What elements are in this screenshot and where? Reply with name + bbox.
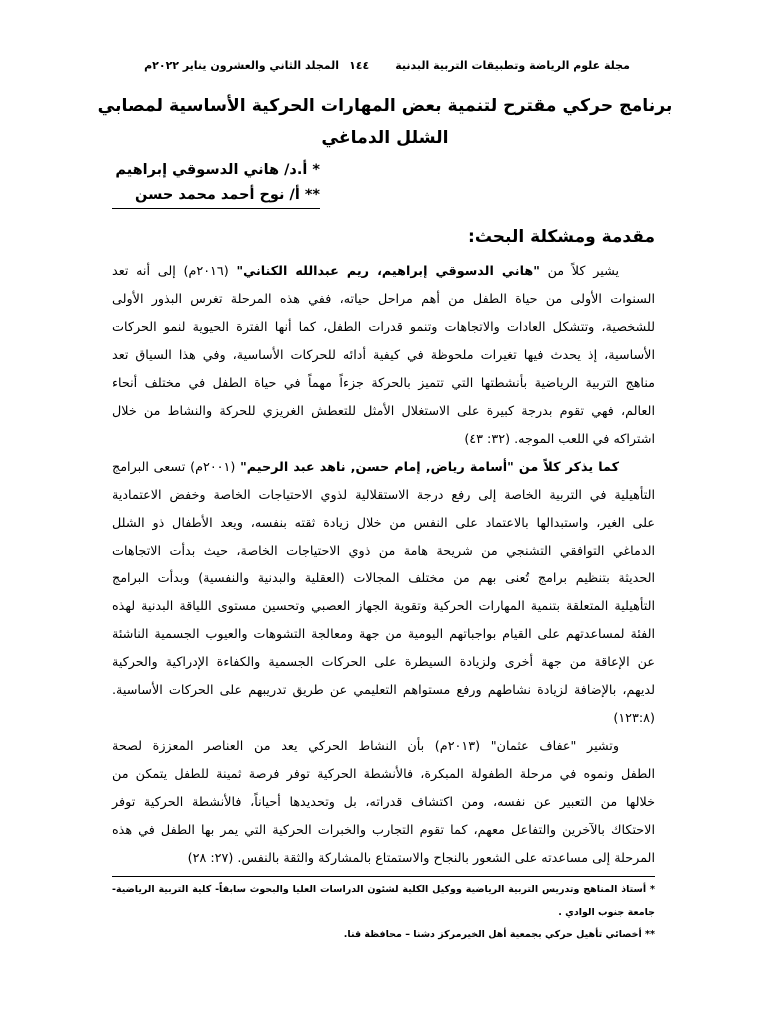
line-text: (٢٠٠١م) تسعى البرامج — [112, 459, 241, 475]
paragraph-line: التأهيلية المتعلقة بتنمية المهارات الحركية وتقوية الجهاز العصبي وتحسين مستوى اللياقة البدنية لهذه — [112, 599, 655, 615]
paragraph-line: السنوات الأولى من حياة الطفل من أهم مراحل حياته، ففي هذه المرحلة تغرس البذور الأولى — [112, 291, 655, 307]
line-text: (٢٠١٦م) إلى أنه تعد — [112, 264, 237, 279]
journal-name: مجلة علوم الرياضة وتطبيقات التربية البدنية — [395, 59, 630, 72]
paragraph-line: الاحتكاك بالآخرين والتفاعل معهم، كما تقوم التجارب والخبرات الحركية التي يمر بها الطفل في هذه — [112, 823, 655, 839]
page-number: ١٤٤ — [349, 59, 370, 72]
paragraph-first-line — [112, 258, 655, 286]
body-text — [112, 258, 655, 873]
author-name: * أ.د/ هاني الدسوقي إبراهيم — [115, 162, 320, 178]
paragraph — [112, 733, 655, 873]
footnote-line: * أستاذ المناهج وتدريس التربية الرياضية ووكيل الكلية لشئون الدراسات العليا والبحوث سابقاً- كلية التربية الرياضية- — [112, 884, 655, 895]
paragraph-line: المرحلة إلى مساعدته على الشعور بالنجاح والاستمتاع بالمشاركة والثقة بالنفس. (٢٧: ٢٨) — [187, 851, 655, 867]
footnote-line: ** أخصائي تأهيل حركي بجمعية أهل الخيرمركز دشنا – محافظة قنا. — [343, 929, 655, 940]
issue-info: المجلد الثاني والعشرون يناير ٢٠٢٢م — [144, 59, 340, 72]
paragraph-line: الحديثة بتنظيم برامج تُعنى بهم من مختلف المجالات (العقلية والبدنية والنفسية) وبدأت البرامج — [112, 571, 655, 587]
paragraph-line: التأهيلية في التربية الخاصة إلى رفع درجة الاستقلالية لذوي الاحتياجات الخاصة وخفض الاعتمادية — [112, 487, 655, 503]
paragraph-line: الطفل ونموه في مرحلة الطفولة المبكرة، فالأنشطة الحركية توفر فرصة ثمينة للطفل يتمكن من — [112, 767, 655, 783]
paragraph-line: الفئة لمساعدتهم على القيام بواجباتهم اليومية من جهة ومعالجة التشوهات والعيوب الجسمية الناشئة — [112, 627, 655, 643]
paragraph — [112, 454, 655, 734]
footnotes — [112, 879, 655, 947]
footnote-separator — [112, 876, 655, 877]
paragraph-line: خلالها من التعبير عن نفسه، ومن اكتشاف قدراته، بل وتحديدها أحياناً، فالأنشطة الحركية توفر — [112, 795, 655, 811]
paragraph-line: (١٢٣:٨) — [613, 711, 655, 727]
line-text: يشير كلاً من — [539, 264, 619, 279]
paragraph-line: العالم، فهي تقوم بدرجة كبيرة على الاستغلال الأمثل للتعطش الغريزي للحركة والنشاط من خلال — [112, 403, 655, 419]
paragraph-line: اشتراكه في اللعب الموجه. (٣٢: ٤٣) — [464, 431, 655, 447]
running-header — [140, 58, 634, 74]
paragraph-line: للشخصية، وتتشكل العادات والاتجاهات وتنمو قدرات الطفل، كما أنها الفترة الحيوية لنمو الحركات — [112, 319, 655, 335]
paper-title — [95, 90, 675, 154]
paragraph-line: الأساسية، إذ يحدث فيها تغيرات ملحوظة في كيفية أدائه للحركات الأساسية، وفي هذا السياق تعد — [112, 347, 655, 363]
paragraph-line: عن الإعاقة من جهة أخرى ولزيادة السيطرة على الحركات الجسمية والكفاءة الإدراكية والحركية — [112, 655, 655, 671]
paragraph-line: على الغير، واستبدالها بالاعتماد على النفس من خلال زيادة ثقته بنفسه، ويعد الأطفال ذو الشلل — [112, 515, 655, 531]
footnote-line: جامعة جنوب الوادي . — [558, 906, 655, 918]
cited-authors: كما يذكر كلاً من "أسامة رياض, إمام حسن, ناهد عبد الرحيم" — [240, 459, 619, 475]
title-line: برنامج حركي مقترح لتنمية بعض المهارات الحركية الأساسية لمصابي — [97, 96, 673, 116]
paragraph — [112, 258, 655, 454]
paragraph-first-line — [112, 454, 655, 482]
author-list — [112, 158, 320, 209]
cited-authors: "هاني الدسوقي إبراهيم، ريم عبدالله الكناني" — [236, 264, 540, 279]
paragraph-line: الدماغي التوافقي التشنجي من شريحة هامة من ذوي الاحتياجات الخاصة، حيث بدأت الاتجاهات — [112, 543, 655, 559]
section-heading: مقدمة ومشكلة البحث: — [468, 227, 655, 247]
title-line: الشلل الدماغي — [321, 128, 449, 148]
paragraph-line: مناهج التربية الرياضية بأنشطتها التي تتميز بالحركة جزءاً مهماً في حياة الطفل في مختلف أنحاء — [112, 375, 655, 391]
paragraph-first-line — [112, 733, 655, 761]
author-name: ** أ/ نوح أحمد محمد حسن — [135, 187, 320, 203]
line-text: وتشير "عفاف عثمان" (٢٠١٣م) بأن النشاط الحركي يعد من العناصر المعززة لصحة — [112, 739, 620, 755]
paragraph-line: لديهم، بالإضافة لزيادة نشاطهم ورفع مستواهم التعليمي عن طريق تدريبهم على الحركات الأساسية. — [112, 683, 655, 699]
